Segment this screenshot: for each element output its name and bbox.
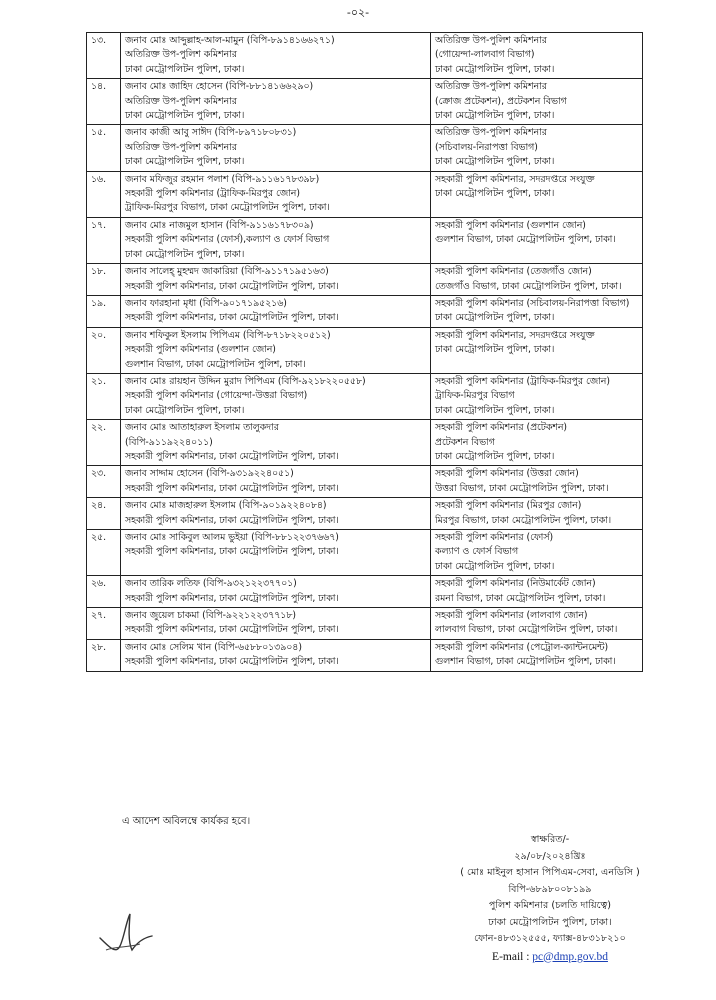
officer-detail-line: ঢাকা মেট্রোপলিটন পুলিশ, ঢাকা। <box>125 156 245 168</box>
posting-detail-line: (গোয়েন্দা-লালবাগ বিভাগ) <box>435 49 535 61</box>
signatory-office: ঢাকা মেট্রোপলিটন পুলিশ, ঢাকা। <box>488 916 612 928</box>
signature-block <box>420 832 680 967</box>
officer-details-cell <box>121 498 431 530</box>
posting-detail-line: সহকারী পুলিশ কমিশনার (মিরপুর জোন) <box>435 500 582 512</box>
posting-detail-line: মিরপুর বিভাগ, ঢাকা মেট্রোপলিটন পুলিশ, ঢাকা। <box>435 514 612 526</box>
new-posting-cell <box>431 639 643 671</box>
table-row <box>87 125 643 171</box>
officer-detail-line: অতিরিক্ত উপ-পুলিশ কমিশনার <box>125 141 237 153</box>
officer-detail-line: সহকারী পুলিশ কমিশনার, ঢাকা মেট্রোপলিটন পুলিশ, ঢাকা। <box>125 450 339 462</box>
posting-detail-line: সহকারী পুলিশ কমিশনার (গুলশান জোন) <box>435 219 586 231</box>
table-row <box>87 639 643 671</box>
serial-number: ১৭. <box>87 217 121 263</box>
table-row <box>87 217 643 263</box>
posting-detail-line: ঢাকা মেট্রোপলিটন পুলিশ, ঢাকা। <box>435 63 555 75</box>
serial-number: ২৫. <box>87 530 121 576</box>
posting-detail-line: ঢাকা মেট্রোপলিটন পুলিশ, ঢাকা। <box>435 156 555 168</box>
table-row <box>87 498 643 530</box>
officer-detail-line: ঢাকা মেট্রোপলিটন পুলিশ, ঢাকা। <box>125 110 245 122</box>
serial-number: ১৪. <box>87 79 121 125</box>
officer-details-cell <box>121 264 431 296</box>
new-posting-cell <box>431 420 643 466</box>
new-posting-cell <box>431 466 643 498</box>
order-effective-note: এ আদেশ অবিলম্বে কার্যকর হবে। <box>122 816 251 827</box>
officer-details-cell <box>121 639 431 671</box>
officer-detail-line: জনাব মোঃ আতাহারুল ইসলাম তালুকদার <box>125 422 279 434</box>
officer-details-cell <box>121 373 431 419</box>
officer-detail-line: সহকারী পুলিশ কমিশনার, ঢাকা মেট্রোপলিটন পুলিশ, ঢাকা। <box>125 514 339 526</box>
officer-detail-line: সহকারী পুলিশ কমিশনার, ঢাকা মেট্রোপলিটন পুলিশ, ঢাকা। <box>125 592 339 604</box>
officer-detail-line: জনাব জুয়েল চাকমা (বিপি-৯২২১২২৩৭৭১৮) <box>125 610 296 622</box>
officer-detail-line: জনাব শফিকুল ইসলাম পিপিএম (বিপি-৮৭১৮২২০৫১২) <box>125 329 331 341</box>
posting-detail-line: তেজগাঁও বিভাগ, ঢাকা মেট্রোপলিটন পুলিশ, ঢাকা। <box>435 280 622 292</box>
table-row <box>87 466 643 498</box>
officer-details-cell <box>121 466 431 498</box>
table-row <box>87 33 643 79</box>
officer-details-cell <box>121 530 431 576</box>
new-posting-cell <box>431 79 643 125</box>
officer-detail-line: জনাব মোঃ জাহিদ হোসেন (বিপি-৮৮১৪১৬৬২৯০) <box>125 81 314 93</box>
table-row <box>87 264 643 296</box>
officer-detail-line: সহকারী পুলিশ কমিশনার (ট্রাফিক-মিরপুর জোন) <box>125 188 300 200</box>
posting-detail-line: উত্তরা বিভাগ, ঢাকা মেট্রোপলিটন পুলিশ, ঢাকা। <box>435 482 609 494</box>
posting-detail-line: ঢাকা মেট্রোপলিটন পুলিশ, ঢাকা। <box>435 344 555 356</box>
table-row <box>87 373 643 419</box>
officer-detail-line: অতিরিক্ত উপ-পুলিশ কমিশনার <box>125 49 237 61</box>
new-posting-cell <box>431 498 643 530</box>
posting-detail-line: গুলশান বিভাগ, ঢাকা মেট্রোপলিটন পুলিশ, ঢাকা। <box>435 656 616 668</box>
posting-detail-line: সহকারী পুলিশ কমিশনার (উত্তরা জোন) <box>435 468 579 480</box>
new-posting-cell <box>431 373 643 419</box>
officer-details-cell <box>121 171 431 217</box>
officer-detail-line: ঢাকা মেট্রোপলিটন পুলিশ, ঢাকা। <box>125 404 245 416</box>
posting-order-table <box>86 32 643 672</box>
posting-detail-line: সহকারী পুলিশ কমিশনার (লালবাগ জোন) <box>435 610 588 622</box>
page-number: -০২- <box>346 6 370 19</box>
posting-detail-line: লালবাগ বিভাগ, ঢাকা মেট্রোপলিটন পুলিশ, ঢাকা। <box>435 624 618 636</box>
table-row <box>87 171 643 217</box>
email-link[interactable]: pc@dmp.gov.bd <box>532 950 608 963</box>
signatory-name: ( মোঃ মাইনুল হাসান পিপিএম-সেবা, এনডিসি ) <box>460 867 640 878</box>
officer-details-cell <box>121 420 431 466</box>
serial-number: ২৬. <box>87 576 121 608</box>
officer-detail-line: জনাব মফিজুর রহমান পলাশ (বিপি-৯১১৬১৭৮৩৯৮) <box>125 173 320 185</box>
new-posting-cell <box>431 125 643 171</box>
table-row <box>87 530 643 576</box>
posting-detail-line: সহকারী পুলিশ কমিশনার (পেট্রোল-ক্যান্টনমেন্ট) <box>435 641 609 653</box>
officer-detail-line: সহকারী পুলিশ কমিশনার (ফোর্স),কল্যাণ ও ফোর্স বিভাগ <box>125 234 330 246</box>
officer-detail-line: অতিরিক্ত উপ-পুলিশ কমিশনার <box>125 95 237 107</box>
serial-number: ২৭. <box>87 608 121 640</box>
new-posting-cell <box>431 608 643 640</box>
contact-email <box>420 948 680 968</box>
posting-detail-line: অতিরিক্ত উপ-পুলিশ কমিশনার <box>435 35 547 46</box>
posting-detail-line: সহকারী পুলিশ কমিশনার (ট্রাফিক-মিরপুর জোন) <box>435 375 610 387</box>
new-posting-cell <box>431 171 643 217</box>
officer-detail-line: জনাব মোঃ সাকিবুল আলম ভুইয়া (বিপি-৮৮১২২৩৭৬৬৭) <box>125 532 339 543</box>
officer-detail-line: ট্রাফিক-মিরপুর বিভাগ, ঢাকা মেট্রোপলিটন পুলিশ, ঢাকা। <box>125 202 330 214</box>
contact-phone-fax: ফোন-৪৮৩১২৫৫৫, ফ্যাক্স-৪৮৩১৮২১০ <box>474 933 626 944</box>
posting-detail-line: সহকারী পুলিশ কমিশনার, সদরদপ্তরে সংযুক্ত <box>435 329 595 341</box>
new-posting-cell <box>431 217 643 263</box>
officer-detail-line: সহকারী পুলিশ কমিশনার, ঢাকা মেট্রোপলিটন পুলিশ, ঢাকা। <box>125 624 339 636</box>
officer-detail-line: জনাব কাজী আবু সাঈদ (বিপি-৮৯৭১৮০৮৩১) <box>125 127 297 139</box>
serial-number: ১৮. <box>87 264 121 296</box>
officer-detail-line: ঢাকা মেট্রোপলিটন পুলিশ, ঢাকা। <box>125 63 245 75</box>
posting-detail-line: গুলশান বিভাগ, ঢাকা মেট্রোপলিটন পুলিশ, ঢাকা। <box>435 234 616 246</box>
posting-order-table-body <box>87 33 643 672</box>
posting-detail-line: সহকারী পুলিশ কমিশনার (নিউমার্কেট জোন) <box>435 578 596 590</box>
signatory-bp-number: বিপি-৬৮৯৮০০৮১৯৯ <box>508 883 592 895</box>
officer-detail-line: জনাব মোঃ সেলিম খান (বিপি-৬৫৮৮০১৩৯০৪) <box>125 641 302 653</box>
posting-detail-line: ঢাকা মেট্রোপলিটন পুলিশ, ঢাকা। <box>435 450 555 462</box>
serial-number: ২০. <box>87 327 121 373</box>
table-row <box>87 608 643 640</box>
signature-date: ২৯/০৮/২০২৪খ্রিঃ <box>514 850 586 862</box>
posting-detail-line: ঢাকা মেট্রোপলিটন পুলিশ, ঢাকা। <box>435 404 555 416</box>
signatory-designation: পুলিশ কমিশনার (চলতি দায়িত্বে) <box>488 900 612 911</box>
officer-detail-line: জনাব মোঃ মাজহারুল ইসলাম (বিপি-৯০১৯২২৪০৮৪) <box>125 500 327 512</box>
table-row <box>87 576 643 608</box>
serial-number: ২৪. <box>87 498 121 530</box>
posting-detail-line: ঢাকা মেট্রোপলিটন পুলিশ, ঢাকা। <box>435 110 555 122</box>
serial-number: ২৩. <box>87 466 121 498</box>
officer-details-cell <box>121 327 431 373</box>
serial-number: ২১. <box>87 373 121 419</box>
posting-detail-line: ঢাকা মেট্রোপলিটন পুলিশ, ঢাকা। <box>435 560 555 572</box>
posting-detail-line: (সচিবালয়-নিরাপত্তা বিভাগ) <box>435 141 538 153</box>
table-row <box>87 327 643 373</box>
officer-detail-line: সহকারী পুলিশ কমিশনার (গুলশান জোন) <box>125 344 276 356</box>
officer-details-cell <box>121 295 431 327</box>
email-label: E-mail : <box>492 950 530 963</box>
posting-detail-line: রমনা বিভাগ, ঢাকা মেট্রোপলিটন পুলিশ, ঢাকা। <box>435 592 606 604</box>
officer-details-cell <box>121 33 431 79</box>
signed-text: স্বাক্ষরিত/- <box>530 834 570 845</box>
officer-detail-line: ঢাকা মেট্রোপলিটন পুলিশ, ঢাকা। <box>125 248 245 260</box>
officer-detail-line: গুলশান বিভাগ, ঢাকা মেট্রোপলিটন পুলিশ, ঢাকা। <box>125 358 306 370</box>
officer-detail-line: সহকারী পুলিশ কমিশনার, ঢাকা মেট্রোপলিটন পুলিশ, ঢাকা। <box>125 280 339 292</box>
officer-detail-line: জনাব মোঃ নাজমুল হাসান (বিপি-৯১১৬১৭৮৩০৯) <box>125 219 314 231</box>
table-row <box>87 420 643 466</box>
officer-details-cell <box>121 608 431 640</box>
new-posting-cell <box>431 530 643 576</box>
officer-detail-line: জনাব ফারহানা মৃধা (বিপি-৯০১৭১৯৫২১৬) <box>125 297 287 309</box>
posting-detail-line: সহকারী পুলিশ কমিশনার (ফোর্স) <box>435 532 554 543</box>
posting-detail-line: ট্রাফিক-মিরপুর বিভাগ <box>435 390 515 402</box>
officer-detail-line: জনাব তারিক লতিফ (বিপি-৯৩২১২২৩৭৭০১) <box>125 578 297 590</box>
officer-detail-line: সহকারী পুলিশ কমিশনার, ঢাকা মেট্রোপলিটন পুলিশ, ঢাকা। <box>125 546 339 558</box>
new-posting-cell <box>431 327 643 373</box>
table-row <box>87 79 643 125</box>
officer-details-cell <box>121 217 431 263</box>
posting-detail-line: ঢাকা মেট্রোপলিটন পুলিশ, ঢাকা। <box>435 188 555 200</box>
table-row <box>87 295 643 327</box>
new-posting-cell <box>431 264 643 296</box>
officer-detail-line: জনাব মোঃ রায়হান উদ্দিন মুরাদ পিপিএম (বিপি-৯২১৮২২০৫৫৮) <box>125 375 366 387</box>
officer-details-cell <box>121 576 431 608</box>
posting-detail-line: সহকারী পুলিশ কমিশনার (প্রটেকশন) <box>435 422 567 434</box>
officer-details-cell <box>121 125 431 171</box>
officer-details-cell <box>121 79 431 125</box>
new-posting-cell <box>431 576 643 608</box>
officer-detail-line: সহকারী পুলিশ কমিশনার, ঢাকা মেট্রোপলিটন পুলিশ, ঢাকা। <box>125 312 339 324</box>
serial-number: ১৩. <box>87 33 121 79</box>
posting-detail-line: কল্যাণ ও ফোর্স বিভাগ <box>435 546 519 558</box>
posting-detail-line: সহকারী পুলিশ কমিশনার, সদরদপ্তরে সংযুক্ত <box>435 173 595 185</box>
officer-detail-line: জনাব সাদ্দাম হোসেন (বিপি-৯৩১৯২২৪০৫১) <box>125 468 294 480</box>
officer-detail-line: (বিপি-৯১১৯২২৪০১১) <box>125 436 213 448</box>
serial-number: ২২. <box>87 420 121 466</box>
officer-detail-line: জনাব মোঃ আব্দুল্লাহ-আল-মামুন (বিপি-৮৯১৪১৬৬২৭১) <box>125 35 335 46</box>
handwritten-initial-mark <box>96 908 156 958</box>
posting-detail-line: সহকারী পুলিশ কমিশনার (তেজগাঁও জোন) <box>435 266 592 278</box>
officer-detail-line: সহকারী পুলিশ কমিশনার (গোয়েন্দা-উত্তরা বিভাগ) <box>125 390 308 402</box>
serial-number: ১৫. <box>87 125 121 171</box>
posting-detail-line: অতিরিক্ত উপ-পুলিশ কমিশনার <box>435 81 547 93</box>
posting-detail-line: ঢাকা মেট্রোপলিটন পুলিশ, ঢাকা। <box>435 312 555 324</box>
posting-detail-line: প্রটেকশন বিভাগ <box>435 436 495 448</box>
serial-number: ১৬. <box>87 171 121 217</box>
officer-detail-line: সহকারী পুলিশ কমিশনার, ঢাকা মেট্রোপলিটন পুলিশ, ঢাকা। <box>125 656 339 668</box>
posting-detail-line: সহকারী পুলিশ কমিশনার (সচিবালয়-নিরাপত্তা বিভাগ) <box>435 297 630 309</box>
serial-number: ১৯. <box>87 295 121 327</box>
officer-detail-line: সহকারী পুলিশ কমিশনার, ঢাকা মেট্রোপলিটন পুলিশ, ঢাকা। <box>125 482 339 494</box>
officer-detail-line: জনাব সালেহ্ মুহম্মদ জাকারিয়া (বিপি-৯১১৭১৯৫১৬৩) <box>125 266 329 278</box>
posting-detail-line: অতিরিক্ত উপ-পুলিশ কমিশনার <box>435 127 547 139</box>
new-posting-cell <box>431 33 643 79</box>
posting-detail-line: (ক্রোজ প্রটেকশন), প্রটেকশন বিভাগ <box>435 95 567 107</box>
new-posting-cell <box>431 295 643 327</box>
serial-number: ২৮. <box>87 639 121 671</box>
